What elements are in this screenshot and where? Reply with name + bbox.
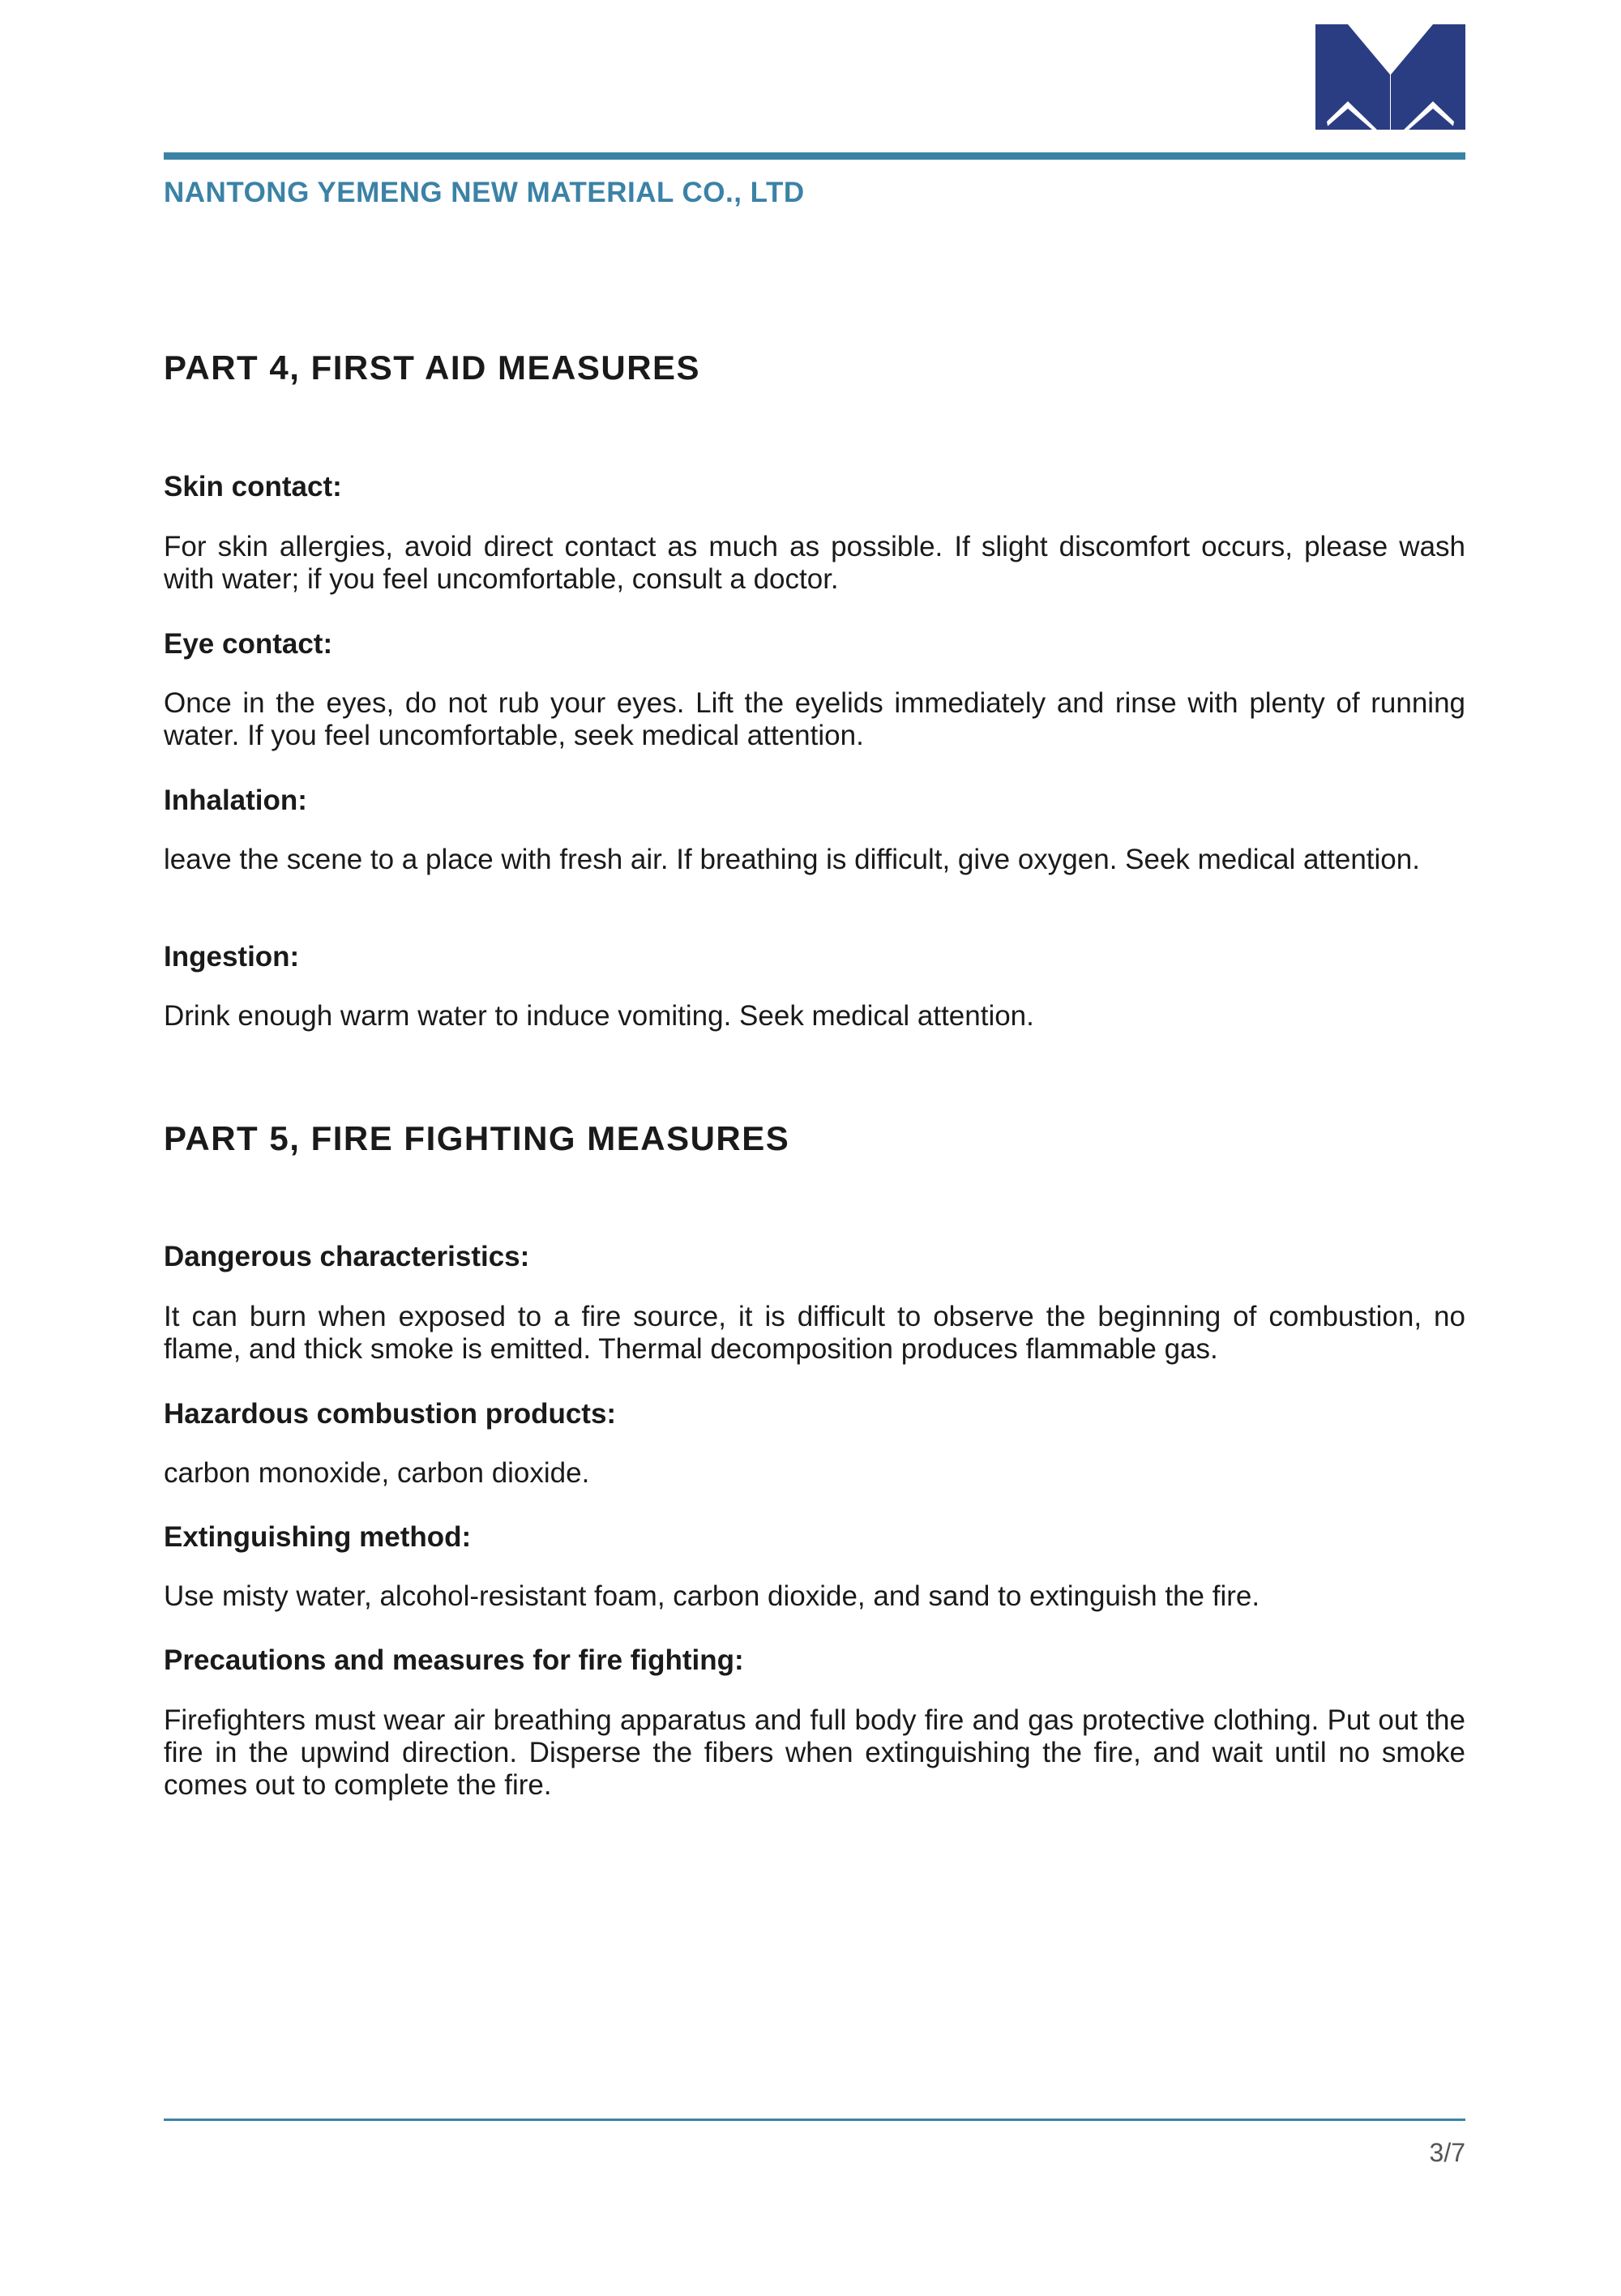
hazardous-products-text: carbon monoxide, carbon dioxide. xyxy=(164,1457,590,1489)
part4-title: PART 4, FIRST AID MEASURES xyxy=(164,348,701,387)
footer-divider xyxy=(164,2119,1465,2121)
skin-contact-text: For skin allergies, avoid direct contact as much as possible. If slight discomfort occurs, please wash with water; if you feel uncomfortable, consult a doctor. xyxy=(164,531,1465,595)
part5-title: PART 5, FIRE FIGHTING MEASURES xyxy=(164,1119,790,1157)
skin-contact-label: Skin contact: xyxy=(164,471,342,502)
page-number: 3/7 xyxy=(1429,2138,1465,2167)
dangerous-characteristics-text: It can burn when exposed to a fire source, it is difficult to observe the beginning of combustion, no flame, and thick smoke is emitted. Thermal decomposition produces flammable gas. xyxy=(164,1301,1465,1365)
inhalation-label: Inhalation: xyxy=(164,785,307,816)
company-name: NANTONG YEMENG NEW MATERIAL CO., LTD xyxy=(164,177,805,208)
extinguishing-method-label: Extinguishing method: xyxy=(164,1521,472,1553)
company-logo-icon xyxy=(1315,24,1465,130)
header-divider xyxy=(164,152,1465,160)
inhalation-text: leave the scene to a place with fresh air. If breathing is difficult, give oxygen. Seek medical attention. xyxy=(164,844,1420,875)
eye-contact-label: Eye contact: xyxy=(164,628,333,660)
precautions-text: Firefighters must wear air breathing apparatus and full body fire and gas protective clothing. Put out the fire in the upwind direction. Disperse the fibers when extinguishing the fire, and wait until no smoke comes out to complete the fire. xyxy=(164,1704,1465,1801)
ingestion-label: Ingestion: xyxy=(164,941,300,973)
eye-contact-text: Once in the eyes, do not rub your eyes. Lift the eyelids immediately and rinse with plenty of running water. If you feel uncomfortable, seek medical attention. xyxy=(164,687,1465,751)
hazardous-products-label: Hazardous combustion products: xyxy=(164,1398,617,1430)
extinguishing-method-text: Use misty water, alcohol-resistant foam, carbon dioxide, and sand to extinguish the fire. xyxy=(164,1580,1260,1612)
dangerous-characteristics-label: Dangerous characteristics: xyxy=(164,1241,530,1272)
precautions-label: Precautions and measures for fire fighting: xyxy=(164,1644,744,1676)
ingestion-text: Drink enough warm water to induce vomiting. Seek medical attention. xyxy=(164,1000,1034,1032)
